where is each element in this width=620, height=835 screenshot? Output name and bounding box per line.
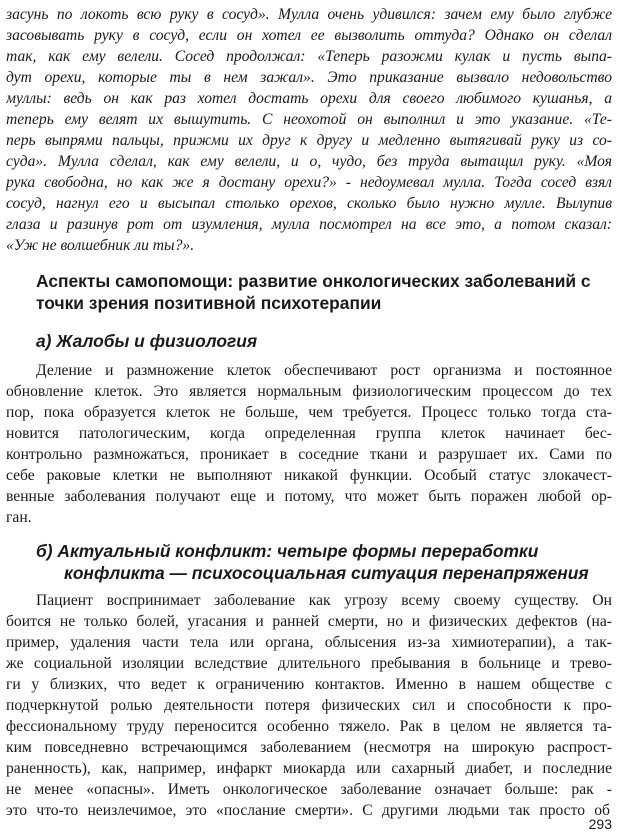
section-heading: точки зрения позитивной психотерапии	[36, 293, 382, 313]
paragraph-line: ким повседневно встречающимся заболеванием (несмотря на широкую распрост-	[6, 739, 612, 756]
paragraph-line: же социальной изоляции вследствие длительного пребывания в больнице и трево-	[6, 655, 612, 672]
paragraph-line: Деление и размножение клеток обеспечивают рост организма и постоянное	[36, 362, 612, 379]
page-number: 293	[588, 816, 612, 832]
paragraph-line: венные заболевания получают еще и потому, что может быть поражен любой ор-	[6, 488, 612, 505]
paragraph-line: боится не только болей, угасания и ранней смерти, но и физических дефектов (на-	[6, 613, 612, 630]
subsection-a-heading: а) Жалобы и физиология	[36, 331, 258, 351]
story-line: теперь ему велят их вышутить. С неохотой он выполнил и это указание. «Те-	[6, 111, 612, 128]
story-line: засунь по локоть всю руку в сосуд». Мулла очень удивился: зачем ему было глубже	[6, 6, 612, 23]
story-line: перь выпрями пальцы, прижми их друг к другу и медленно вытягивай руку из со-	[6, 132, 612, 149]
paragraph-line: это что-то неизлечимое, это «послание смерти». С другими людьми так просто об	[6, 802, 610, 819]
paragraph-line: контрольно размножаться, проникает в соседние ткани и разрушает их. Сами по	[6, 446, 612, 463]
paragraph-line: новится патологическим, когда определенная группа клеток начинает бес-	[6, 425, 612, 442]
story-line: дут орехи, которые ты в нем зажал». Это приказание вызвало недовольство	[6, 69, 612, 86]
subsection-b-heading: б) Актуальный конфликт: четыре формы переработки	[36, 541, 539, 561]
paragraph-line: не менее «опасны». Иметь онкологическое заболевание означает больше: рак -	[6, 781, 612, 798]
story-line: так, как ему велели. Сосед продолжал: «Теперь разожми кулак и пусть выпа-	[6, 48, 612, 65]
story-line: рука свободна, но как же я достану орехи?» - недоумевал мулла. Тогда сосед взял	[6, 174, 612, 191]
paragraph-line: ган.	[6, 509, 32, 526]
paragraph-line: пор, пока образуется клеток не больше, чем требуется. Процесс только тогда ста-	[6, 404, 612, 421]
paragraph-line: фессиональному труду переносится особенно тяжело. Рак в целом не является та-	[6, 718, 612, 735]
paragraph-line: подчеркнутой ролью деятельности потеря физических сил и способности к про-	[6, 697, 612, 714]
paragraph-line: Пациент воспринимает заболевание как угрозу всему своему существу. Он	[36, 592, 612, 609]
paragraph-line: ги у близких, что ведет к ограничению контактов. Именно в нашем обществе с	[6, 676, 612, 693]
paragraph-line: обновление клеток. Это является нормальным физиологическим процессом до тех	[6, 383, 612, 400]
story-line: сосуд, нагнул его и высыпал столько орехов, сколько было нужно мулле. Вылупив	[6, 195, 612, 212]
paragraph-line: раненность), как, например, инфаркт миокарда или сахарный диабет, и последние	[6, 760, 612, 777]
paragraph-line: себе раковые клетки не выполняют никакой функции. Особый статус злокачест-	[6, 467, 612, 484]
paragraph-line: пример, удаления части тела или органа, облысения из-за химиотерапии), а так-	[6, 634, 612, 651]
subsection-b-heading: конфликта — психосоциальная ситуация перенапряжения	[64, 563, 589, 583]
story-line: засовывать руку в сосуд, если он хотел ее вызволить оттуда? Однако он сделал	[6, 27, 612, 44]
story-line: глаза и разинув рот от изумления, мулла посмотрел на все это, а потом сказал:	[6, 216, 612, 233]
story-line: суда». Мулла сделал, как ему велели, и о, чудо, без труда вытащил руку. «Моя	[6, 153, 612, 170]
story-line: муллы: ведь он как раз хотел достать орехи для своего любимого кушанья, а	[6, 90, 612, 107]
section-heading: Аспекты самопомощи: развитие онкологических заболеваний с	[36, 271, 591, 291]
story-line: «Уж не волшебник ли ты?».	[6, 237, 195, 254]
